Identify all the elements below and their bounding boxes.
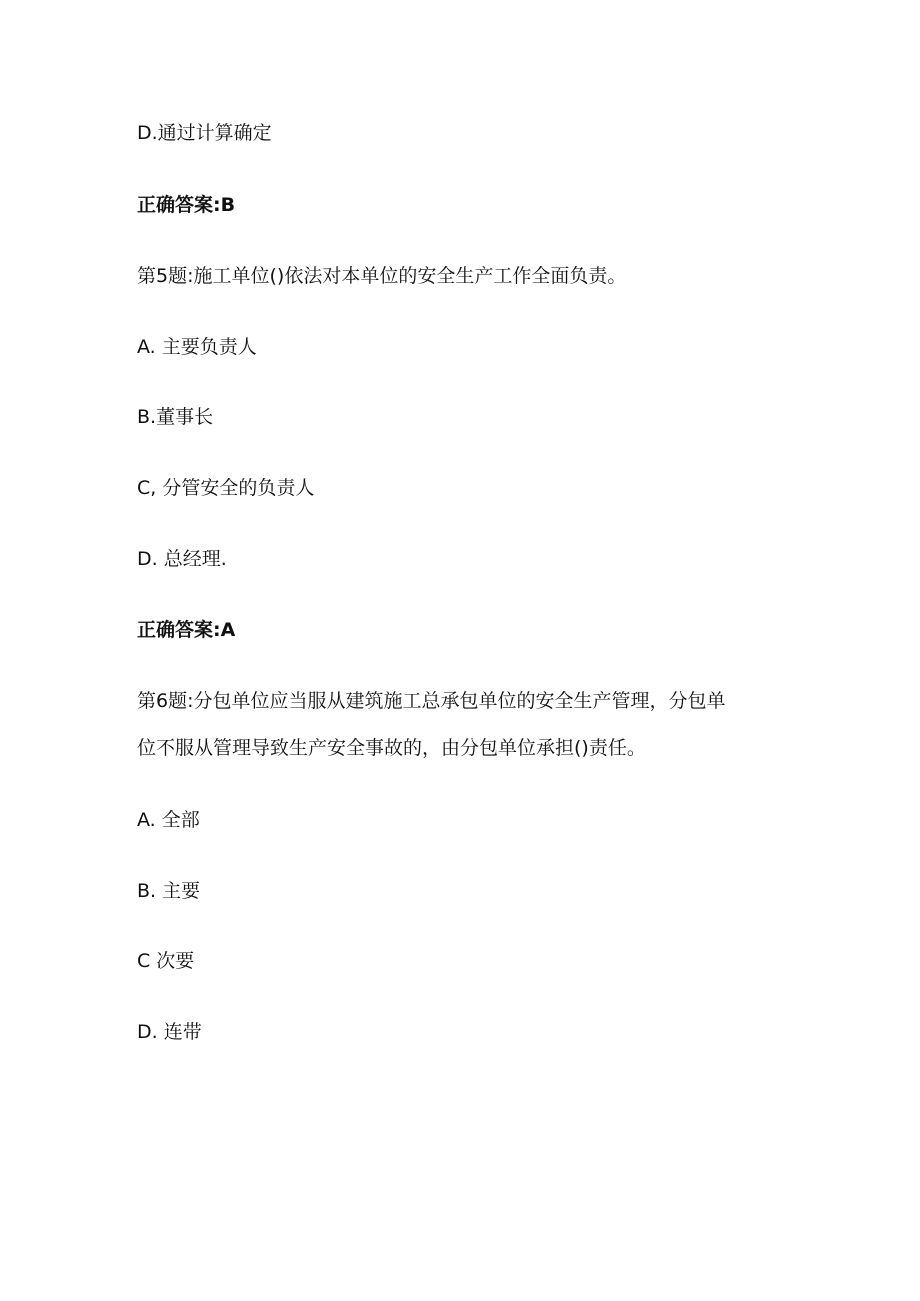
q4-option-d: D.通过计算确定 xyxy=(137,122,272,144)
q4-correct-answer: 正确答案:B xyxy=(137,194,236,216)
q6-option-c: C 次要 xyxy=(137,950,195,972)
q6-question-line-2: 位不服从管理导致生产安全事故的，由分包单位承担()责任。 xyxy=(137,737,646,759)
q5-option-a: A. 主要负责人 xyxy=(137,336,257,358)
q5-option-d: D. 总经理. xyxy=(137,548,227,570)
q6-option-a: A. 全部 xyxy=(137,809,200,831)
q6-option-d: D. 连带 xyxy=(137,1021,202,1043)
q5-question: 第5题:施工单位()依法对本单位的安全生产工作全面负责。 xyxy=(137,265,627,287)
q6-question-line-1: 第6题:分包单位应当服从建筑施工总承包单位的安全生产管理，分包单 xyxy=(137,690,726,712)
q5-option-b: B.董事长 xyxy=(137,406,214,428)
q5-option-c: C, 分管安全的负责人 xyxy=(137,477,315,499)
q5-correct-answer: 正确答案:A xyxy=(137,619,236,641)
q6-option-b: B. 主要 xyxy=(137,880,201,902)
